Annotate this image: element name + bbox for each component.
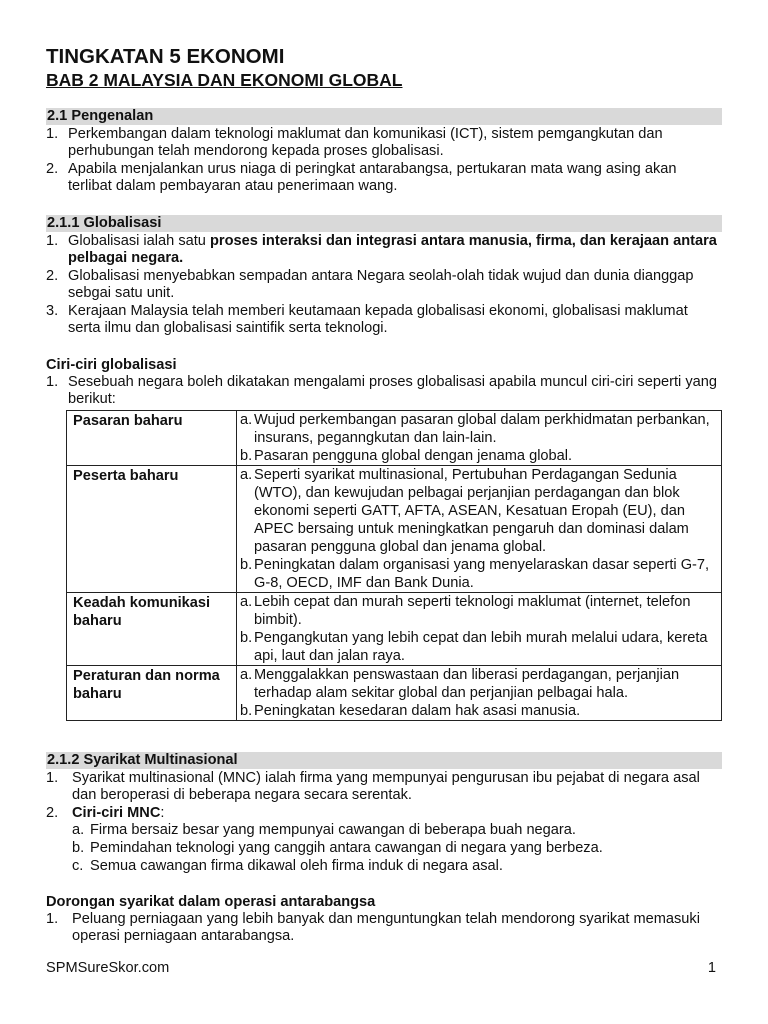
subsection-heading: Dorongan syarikat dalam operasi antarabangsa xyxy=(46,894,376,910)
section-heading: 2.1.1 Globalisasi xyxy=(46,215,722,232)
list-item: 1. Globalisasi ialah satu proses interaksi dan integrasi antara manusia, firma, dan kerajaan antara pelbagai negara. xyxy=(46,233,717,267)
section-pengenalan xyxy=(46,108,722,196)
document-title: TINGKATAN 5 EKONOMI xyxy=(46,45,285,68)
table-value-cell: a. Wujud perkembangan pasaran global dalam perkhidmatan perbankan, insurans, peganngkutan dan lain-lain. b. Pasaran pengguna global dengan jenama global. xyxy=(237,411,722,466)
section-heading: 2.1 Pengenalan xyxy=(46,108,722,125)
table-row xyxy=(67,593,722,666)
list-item: 1. Peluang perniagaan yang lebih banyak dan menguntungkan telah mendorong syarikat memasuki operasi perniagaan antarabangsa. xyxy=(46,911,700,945)
section-ciri-globalisasi xyxy=(46,357,722,409)
ciri-globalisasi-table xyxy=(66,410,722,721)
list-item: 2. Globalisasi menyebabkan sempadan antara Negara seolah-olah tidak wujud dan dunia dianggap sebgai satu unit. xyxy=(46,267,694,302)
table-key-cell: Peraturan dan norma baharu xyxy=(67,666,237,721)
list-item: 2. Ciri-ciri MNC: xyxy=(46,804,165,821)
definition-bold: proses interaksi dan integrasi antara manusia, firma, dan kerajaan antara pelbagai negara. xyxy=(68,233,717,267)
section-dorongan xyxy=(46,894,722,946)
chapter-title: BAB 2 MALAYSIA DAN EKONOMI GLOBAL xyxy=(46,70,403,90)
table-value-cell: a. Menggalakkan penswastaan dan liberasi perdagangan, perjanjian terhadap alam sekitar global dan perjanjian pelbagai hala. b. Peningkatan kesedaran dalam hak asasi manusia. xyxy=(237,666,722,721)
table-key-cell: Pasaran baharu xyxy=(67,411,237,466)
page-number: 1 xyxy=(707,960,716,976)
list-item: 1. Sesebuah negara boleh dikatakan mengalami proses globalisasi apabila muncul ciri-ciri seperti yang berikut: xyxy=(46,374,717,408)
table-value-cell: a. Seperti syarikat multinasional, Pertubuhan Perdagangan Sedunia (WTO), dan kewujudan pelbagai perjanjian perdagangan dan blok ekonomi seperti GATT, AFTA, ASEAN, Kesatuan Eropah (EU), dan APEC bersaing untuk meningkatkan pengaruh dan dominasi dalam pasaran pengguna global dan jenama global. b. Peningkatan dalam organisasi yang menyelaraskan dasar seperti G-7, G-8, OECD, IMF dan Bank Dunia. xyxy=(237,466,722,593)
footer-site: SPMSureSkor.com xyxy=(46,960,170,976)
section-heading: 2.1.2 Syarikat Multinasional xyxy=(46,752,722,769)
section-syarikat-multinasional xyxy=(46,752,722,876)
sub-list-item: c. Semua cawangan firma dikawal oleh firma induk di negara asal. xyxy=(72,857,503,874)
section-globalisasi xyxy=(46,215,722,337)
sub-list-item: b. Pemindahan teknologi yang canggih antara cawangan di negara yang berbeza. xyxy=(72,840,603,857)
list-item: 2. Apabila menjalankan urus niaga di peringkat antarabangsa, pertukaran mata wang asing akan terlibat dalam pembayaran atau penerimaan wang. xyxy=(46,160,677,195)
list-item: 1. Perkembangan dalam teknologi maklumat dan komunikasi (ICT), sistem pemgangkutan dan perhubungan telah mendorong kepada proses globalisasi. xyxy=(46,126,663,160)
table-row xyxy=(67,411,722,466)
list-item: 1. Syarikat multinasional (MNC) ialah firma yang mempunyai pengurusan ibu pejabat di negara asal dan beroperasi di beberapa negara secara serentak. xyxy=(46,770,700,804)
table-row xyxy=(67,466,722,593)
table-key-cell: Keadah komunikasi baharu xyxy=(67,593,237,666)
table-key-cell: Peserta baharu xyxy=(67,466,237,593)
table-value-cell: a. Lebih cepat dan murah seperti teknologi maklumat (internet, telefon bimbit). b. Pengangkutan yang lebih cepat dan lebih murah melalui udara, kereta api, laut dan jalan raya. xyxy=(237,593,722,666)
table-row xyxy=(67,666,722,721)
subsection-heading: Ciri-ciri globalisasi xyxy=(46,357,177,373)
sub-list-item: a. Firma bersaiz besar yang mempunyai cawangan di beberapa buah negara. xyxy=(72,822,576,839)
list-item: 3. Kerajaan Malaysia telah memberi keutamaan kepada globalisasi ekonomi, globalisasi maklumat serta ilmu dan globalisasi saintifik serta teknologi. xyxy=(46,302,688,337)
